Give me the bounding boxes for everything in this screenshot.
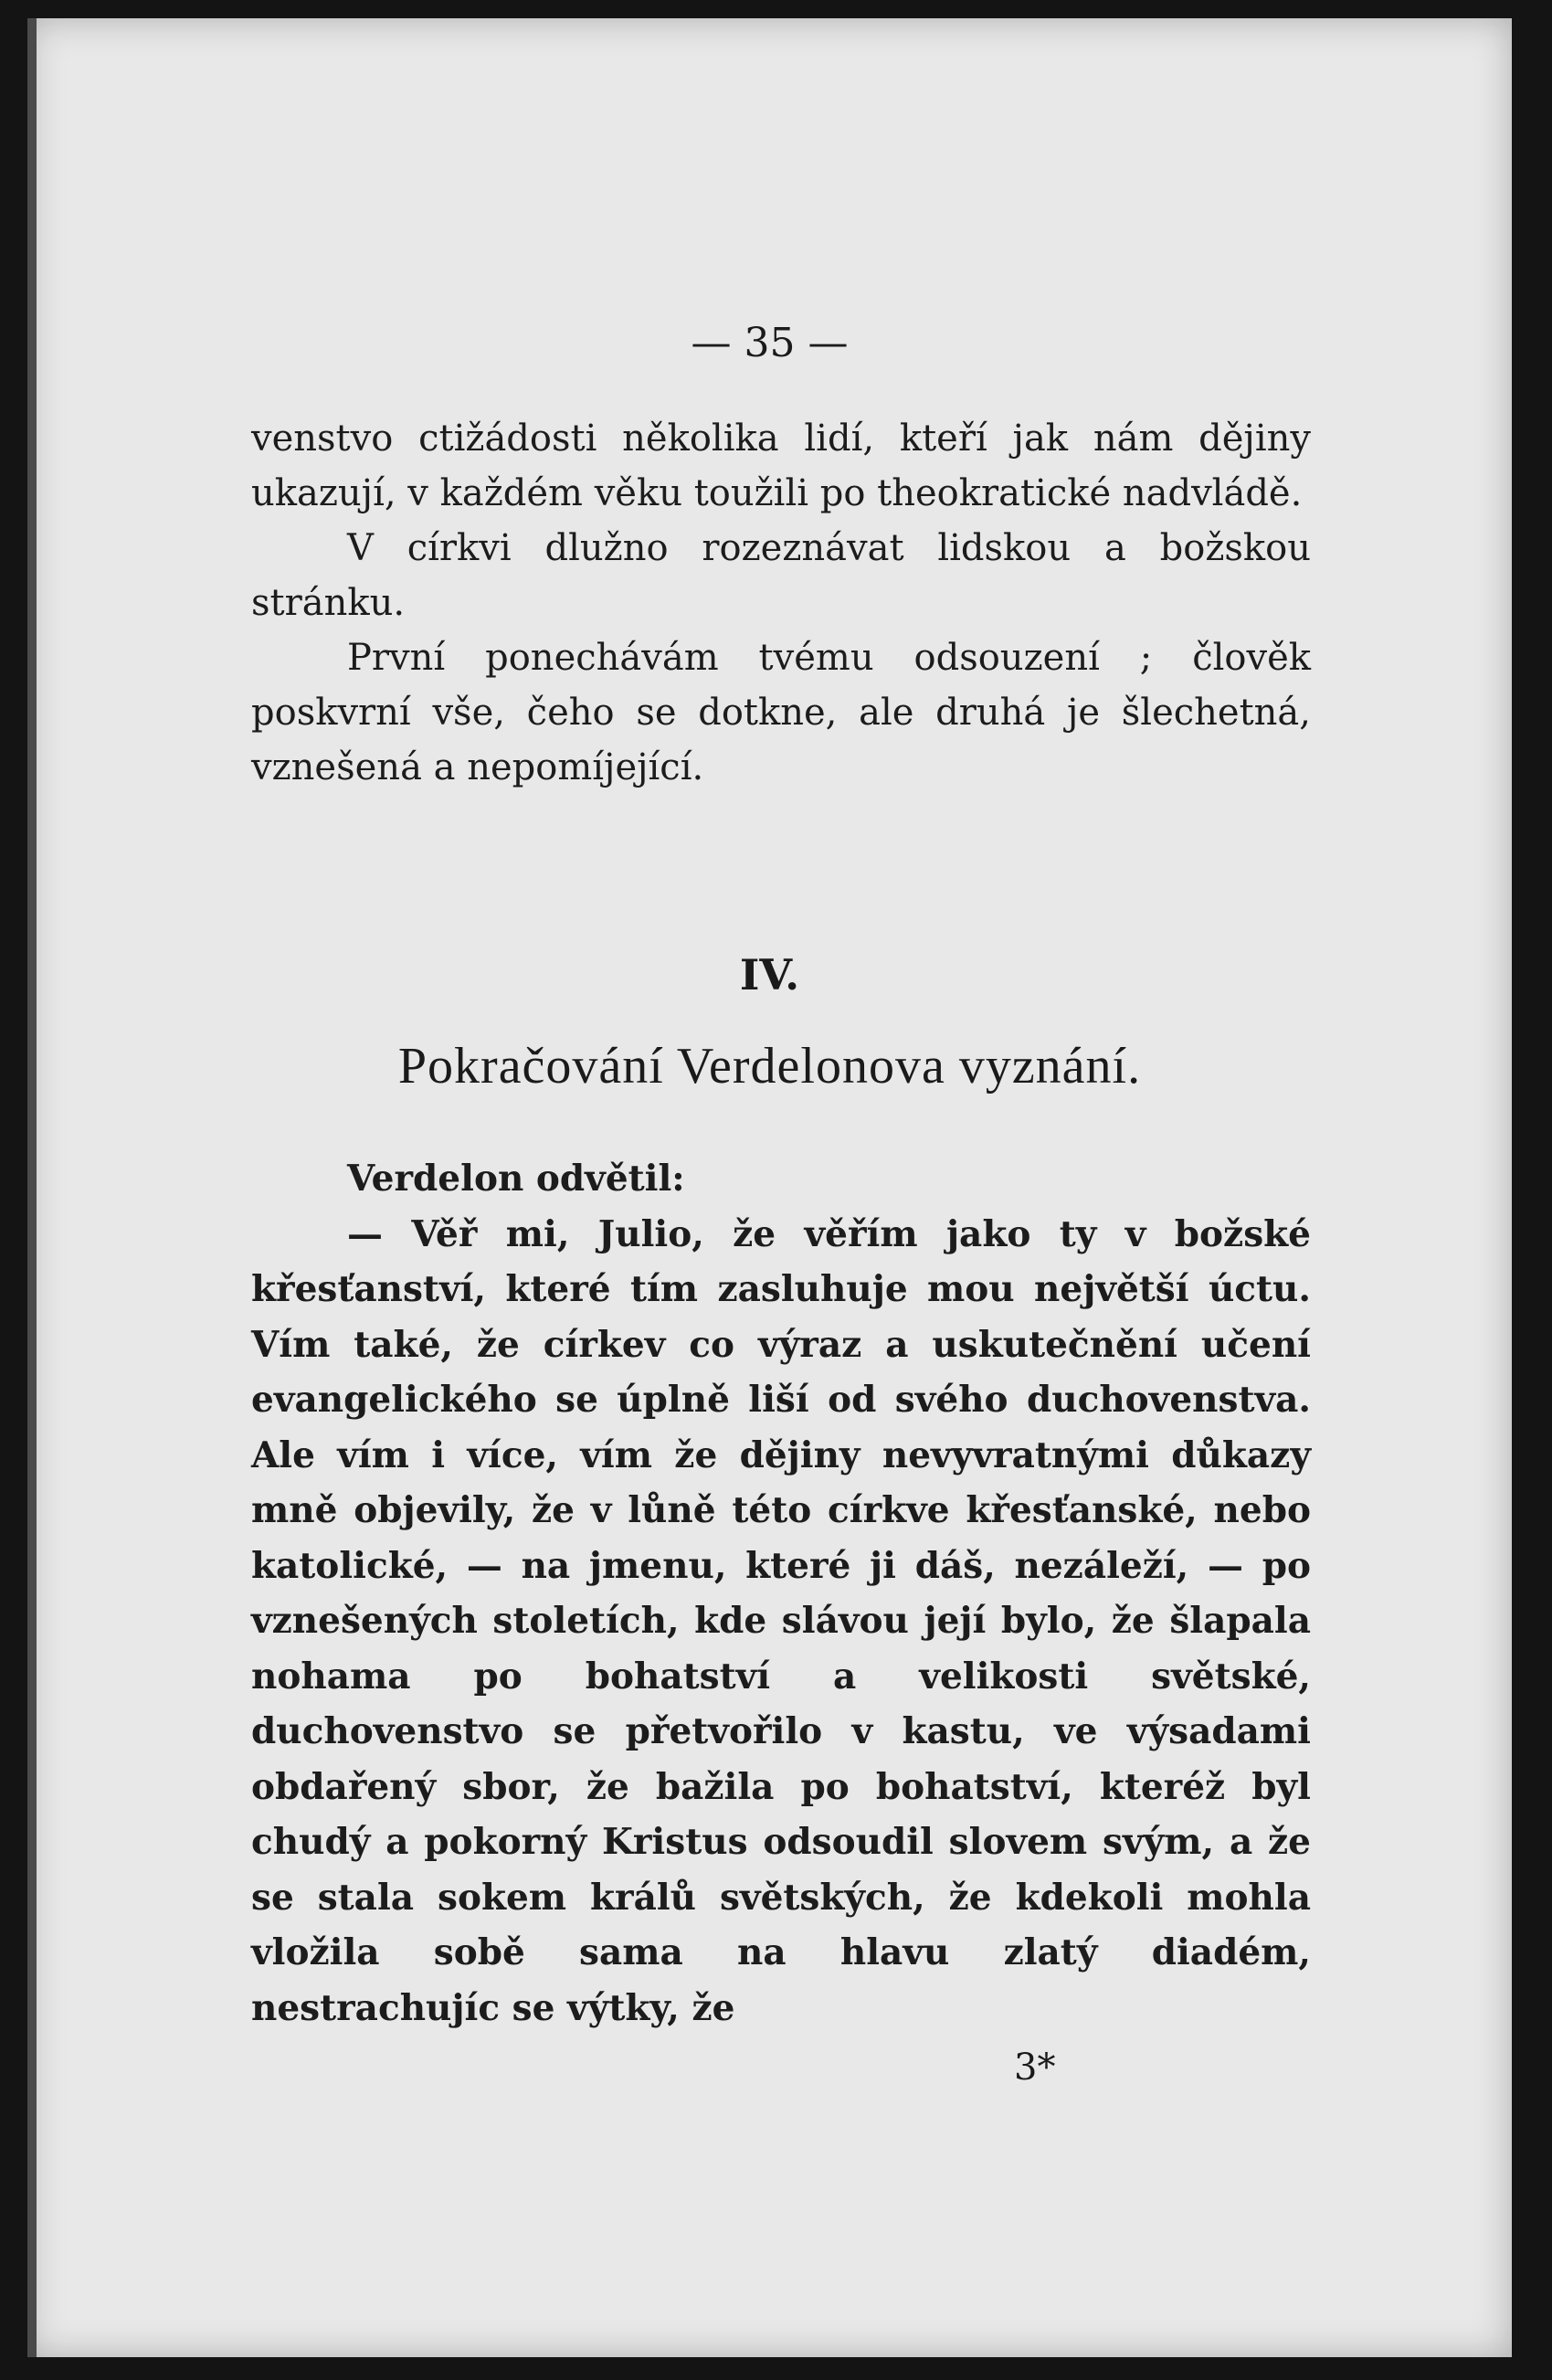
paragraph-speech: — Věř mi, Julio, že věřím jako ty v božské křesťanství, které tím zasluhuje mou největší úctu. Vím také, že církev co výraz a uskutečnění učení evangelického se úplně liší od svého duchovenstva. Ale vím i více, vím že dějiny nevyvratnými důkazy mně objevily, že v lůně této církve křesťanské, nebo katolické, — na jmenu, které ji dáš, nezáleží, — po vznešených stoletích, kde slávou její bylo, že šlapala nohama po bohatství a velikosti světské, duchovenstvo se přetvořilo v kastu, ve výsadami obdařený sbor, že bažila po bohatství, kteréž byl chudý a pokorný Kristus odsoudil slovem svým, a že se stala sokem králů světských, že kdekoli mohla vložila sobě sama na hlavu zlatý diadém, nestrachujíc se výtky, že: [251, 1212, 1311, 2029]
book-page: [27, 18, 1512, 2357]
page-number-header: — 35 —: [691, 320, 849, 366]
chapter-text-block: [251, 1151, 1311, 2036]
chapter-title: Pokračování Verdelonova vyznání.: [397, 1038, 1142, 1095]
paragraph-2: V církvi dlužno rozeznávat lidskou a božskou stránku.: [251, 527, 1311, 624]
paragraph-1: venstvo ctižádosti několika lidí, kteří jak nám dějiny ukazují, v každém věku toužili po theokratické nadvládě.: [251, 418, 1311, 514]
paragraph-intro: Verdelon odvětil:: [347, 1158, 685, 1200]
signature-mark: 3*: [1014, 2047, 1056, 2089]
top-text-block: [251, 411, 1311, 795]
paragraph-3: První ponechávám tvému odsouzení ; člověk poskvrní vše, čeho se dotkne, ale druhá je šlechetná, vznešená a nepomíjející.: [251, 637, 1311, 788]
chapter-number: IV.: [739, 950, 800, 1000]
page-spine-edge: [27, 18, 37, 2357]
